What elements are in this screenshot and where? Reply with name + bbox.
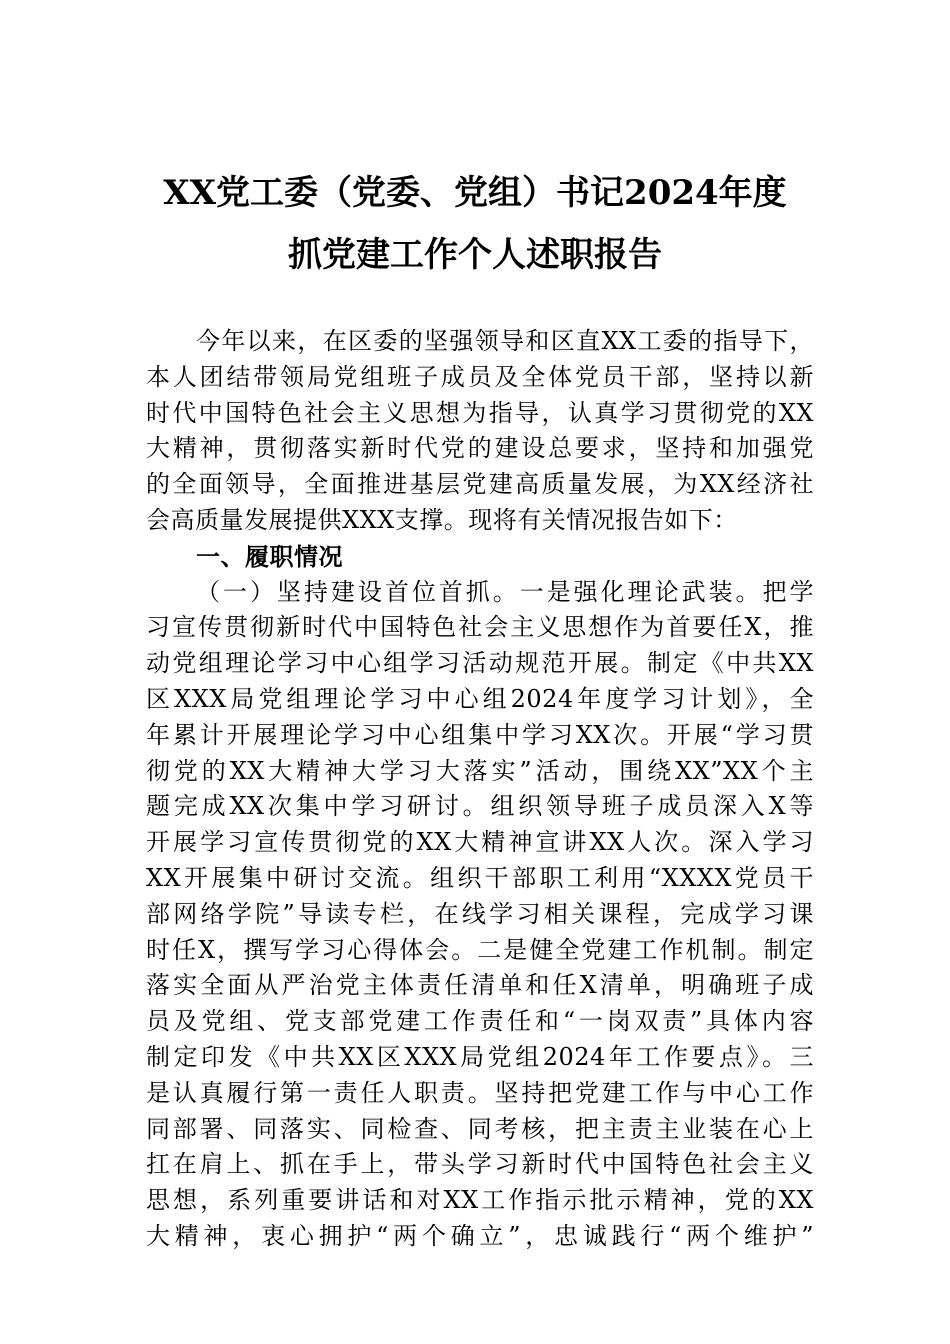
section-paragraph-line: 扛在肩上、抓在手上，带头学习新时代中国特色社会主义 [146,1150,814,1179]
section-paragraph-line: 时任X，撰写学习心得体会。二是健全党建工作机制。制定 [146,935,814,964]
title-line: XX党工委（党委、党组）书记2024年度 [163,173,787,213]
section-paragraph-line: 部网络学院”导读专栏，在线学习相关课程，完成学习课 [146,899,814,928]
section-paragraph-line: 区XXX局党组理论学习中心组2024年度学习计划》，全 [146,684,814,713]
intro-paragraph-line: 大精神，贯彻落实新时代党的建设总要求，坚持和加强党 [146,434,814,463]
section-paragraph-line: 彻党的XX大精神大学习大落实”活动，围绕XX”XX个主 [146,756,814,785]
intro-paragraph-line: 时代中国特色社会主义思想为指导，认真学习贯彻党的XX [146,398,814,427]
section-paragraph-line: 是认真履行第一责任人职责。坚持把党建工作与中心工作 [146,1078,814,1107]
intro-paragraph-line: 会高质量发展提供XXX支撑。现将有关情况报告如下： [146,505,738,534]
intro-paragraph-line: 本人团结带领局党组班子成员及全体党员干部，坚持以新 [146,362,814,391]
section-paragraph-line: 员及党组、党支部党建工作责任和“一岗双责”具体内容 [146,1007,814,1036]
section-paragraph-line: 大精神，衷心拥护“两个确立”，忠诚践行“两个维护” [146,1221,814,1250]
section-paragraph-line: 年累计开展理论学习中心组集中学习XX次。开展“学习贯 [146,720,814,749]
section-paragraph-line: 同部署、同落实、同检查、同考核，把主责主业装在心上 [146,1114,814,1143]
section-paragraph-line: XX开展集中研讨交流。组织干部职工利用“XXXX党员干 [146,863,814,892]
document-body [146,324,814,1255]
section-paragraph-line: 思想，系列重要讲话和对XX工作指示批示精神，党的XX [146,1186,814,1215]
section-paragraph-line: 习宣传贯彻新时代中国特色社会主义思想作为首要任X，推 [146,613,814,642]
intro-paragraph-line: 的全面领导，全面推进基层党建高质量发展，为XX经济社 [146,470,814,499]
section-heading: 一、履职情况 [196,541,343,571]
section-paragraph-line: 落实全面从严治党主体责任清单和任X清单，明确班子成 [146,971,814,1000]
intro-paragraph-line: 今年以来，在区委的坚强领导和区直XX工委的指导下， [196,327,814,355]
document-title [0,162,950,286]
title-line: 抓党建工作个人述职报告 [288,235,662,275]
section-paragraph-line: 制定印发《中共XX区XXX局党组2024年工作要点》。三 [146,1042,814,1071]
section-paragraph-line: （一）坚持建设首位首抓。一是强化理论武装。把学 [196,577,814,606]
section-paragraph-line: 开展学习宣传贯彻党的XX大精神宣讲XX人次。深入学习 [146,828,814,857]
section-paragraph-line: 题完成XX次集中学习研讨。组织领导班子成员深入X等 [146,792,814,821]
section-paragraph-line: 动党组理论学习中心组学习活动规范开展。制定《中共XX [146,649,814,678]
